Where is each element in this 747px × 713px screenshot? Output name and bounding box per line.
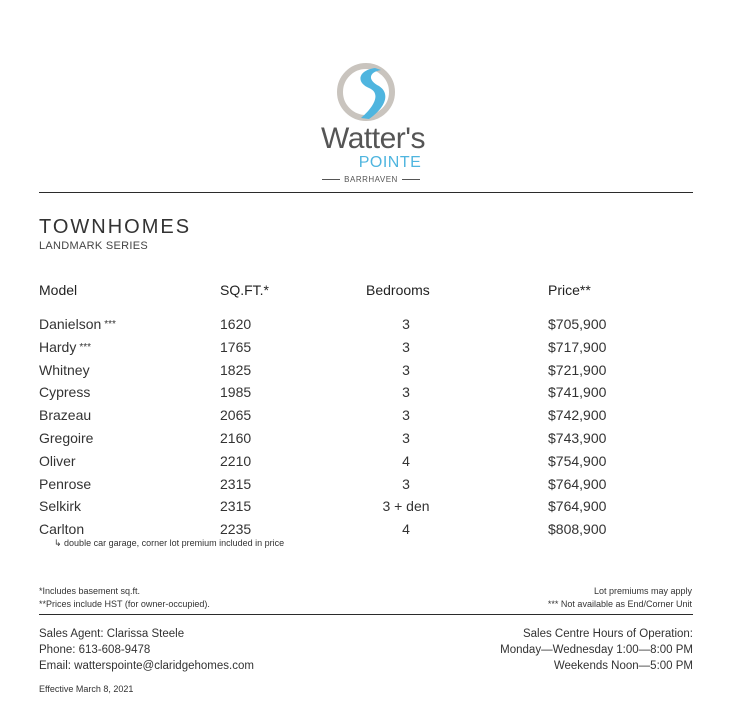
sqft-value: 2315: [220, 475, 252, 492]
header-price: Price**: [548, 282, 591, 298]
footnote-basement: *Includes basement sq.ft.: [39, 586, 141, 596]
model-label: Danielson: [39, 316, 102, 332]
model-label: Whitney: [39, 361, 90, 378]
price-value: $741,900: [548, 384, 607, 401]
sqft-value: 1620: [220, 316, 252, 332]
model-label: Cypress: [39, 384, 91, 401]
model-label: Penrose: [39, 475, 92, 492]
model-name: [39, 476, 91, 492]
model-label: Oliver: [39, 452, 76, 469]
bottom-divider: [39, 614, 693, 615]
model-name: [39, 453, 76, 469]
brand-location: BARRHAVEN: [315, 176, 427, 184]
section-subtitle: LANDMARK SERIES: [39, 240, 149, 252]
footnote-hst: **Prices include HST (for owner-occupied).: [39, 599, 210, 609]
price-value: $764,900: [548, 498, 607, 515]
hours-weekday: Monday—Wednesday 1:00—8:00 PM: [500, 644, 693, 656]
model-name: [39, 430, 93, 446]
model-name: [39, 384, 90, 400]
table-row: [0, 476, 747, 499]
email: Email: watterspointe@claridgehomes.com: [39, 660, 254, 672]
price-value: $754,900: [548, 452, 607, 469]
header-bedrooms: Bedrooms: [366, 282, 430, 298]
brand-sub: POINTE: [358, 154, 422, 171]
bedrooms-value: 3: [402, 475, 410, 492]
footnote-lot-premiums: Lot premiums may apply: [593, 586, 692, 596]
table-row: [0, 407, 747, 430]
top-divider: [39, 192, 693, 193]
bedrooms-value: 3: [402, 429, 410, 446]
availability-marker: ***: [79, 341, 92, 353]
phone: Phone: 613-608-9478: [39, 644, 151, 656]
price-value: $808,900: [548, 521, 607, 538]
price-value: $742,900: [548, 407, 607, 424]
sqft-value: 1765: [220, 338, 252, 355]
table-row: [0, 498, 747, 521]
table-row: [0, 430, 747, 453]
sqft-value: 2315: [220, 498, 252, 515]
header-sqft: SQ.FT.*: [220, 282, 270, 298]
section-title: TOWNHOMES: [39, 216, 192, 238]
bedrooms-value: 3 + den: [382, 498, 430, 515]
model-name: [39, 521, 84, 537]
price-value: $721,900: [548, 361, 607, 378]
sales-agent: Sales Agent: Clarissa Steele: [39, 628, 185, 640]
price-value: $705,900: [548, 316, 607, 332]
sqft-value: 2235: [220, 521, 252, 538]
availability-marker: ***: [104, 319, 116, 330]
model-label: Selkirk: [39, 498, 82, 515]
table-row: [0, 339, 747, 362]
sqft-value: 2160: [220, 429, 252, 446]
model-label: Brazeau: [39, 407, 92, 424]
model-label: Carlton: [39, 521, 85, 538]
brand-name: Watter's: [321, 122, 425, 155]
sqft-value: 1985: [220, 384, 252, 401]
price-value: $743,900: [548, 429, 607, 446]
bedrooms-value: 3: [402, 361, 410, 378]
hours-weekend: Weekends Noon—5:00 PM: [553, 660, 693, 672]
header-model: Model: [39, 282, 78, 298]
bedrooms-value: 3: [402, 316, 410, 332]
effective-date: Effective March 8, 2021: [39, 684, 134, 694]
bedrooms-value: 3: [402, 407, 410, 424]
hours-heading: Sales Centre Hours of Operation:: [522, 628, 693, 640]
model-label: Hardy: [39, 338, 77, 355]
carlton-note: ↳ double car garage, corner lot premium included in price: [54, 538, 285, 548]
bedrooms-value: 3: [402, 338, 410, 355]
price-value: $764,900: [548, 475, 607, 492]
table-row: [0, 316, 747, 339]
price-table: [0, 316, 747, 544]
sqft-value: 2065: [220, 407, 252, 424]
sqft-value: 2210: [220, 452, 252, 469]
bedrooms-value: 4: [402, 521, 410, 538]
bedrooms-value: 4: [402, 452, 410, 469]
model-label: Gregoire: [39, 429, 94, 446]
model-name: [39, 498, 81, 514]
model-name: [39, 407, 91, 423]
table-row: [0, 362, 747, 385]
model-name: [39, 339, 91, 355]
footnote-end-corner: *** Not available as End/Corner Unit: [547, 599, 692, 609]
table-row: [0, 453, 747, 476]
bedrooms-value: 3: [402, 384, 410, 401]
sqft-value: 1825: [220, 361, 252, 378]
river-ring-icon: [335, 62, 397, 122]
model-name: [39, 362, 90, 378]
model-name: [39, 316, 116, 332]
price-value: $717,900: [548, 338, 607, 355]
table-row: [0, 384, 747, 407]
watters-pointe-logo: [300, 62, 440, 192]
